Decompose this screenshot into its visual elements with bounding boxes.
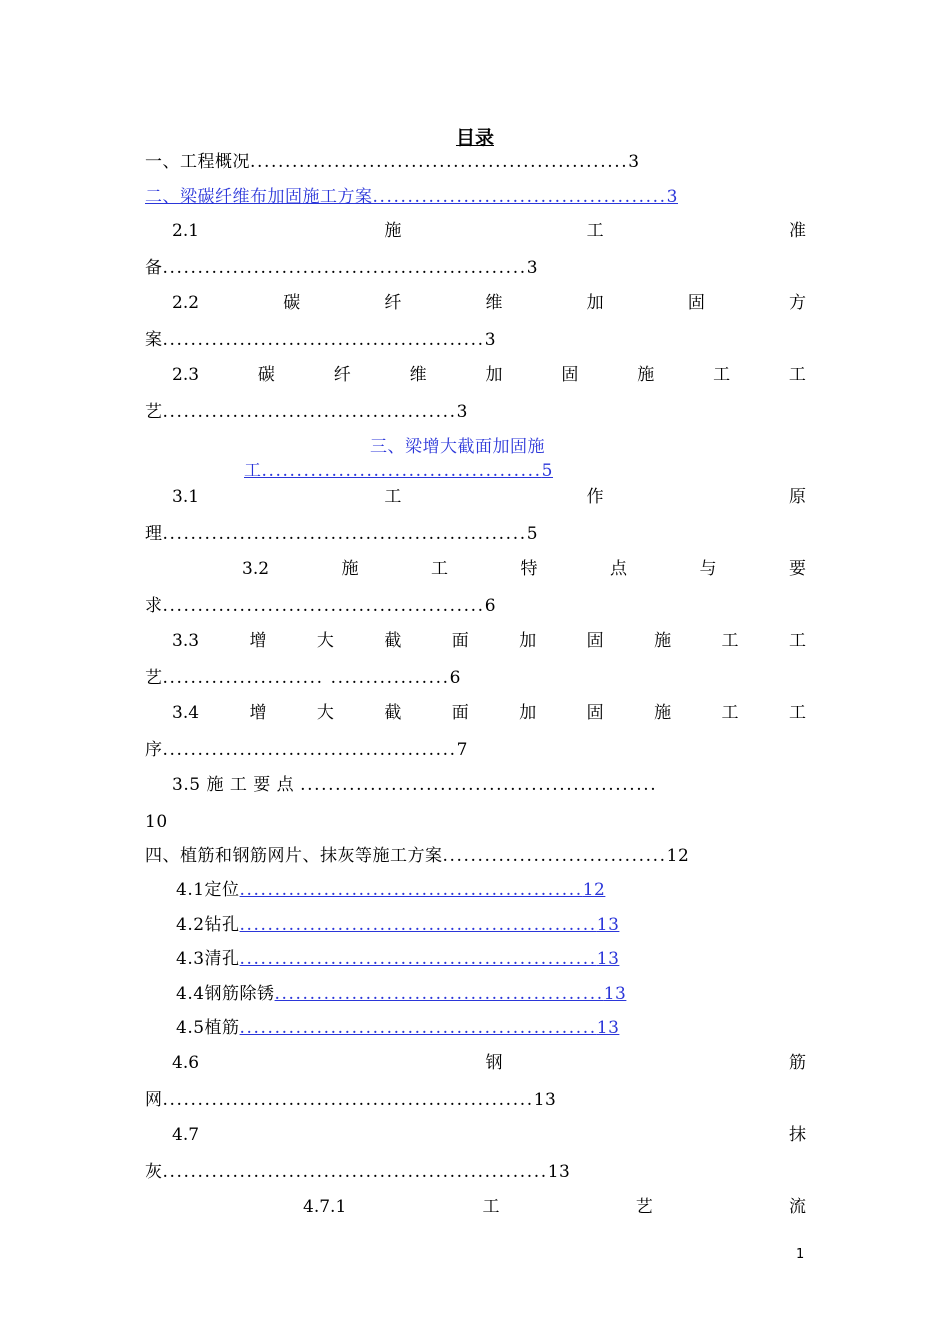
toc-word: 固: [561, 365, 579, 385]
toc-page-num: 7: [456, 740, 468, 760]
toc-leader-dots: ...................................................: [239, 949, 597, 969]
toc-page-num: 12: [666, 846, 690, 866]
toc-entry-3-2-line2[interactable]: [145, 595, 496, 617]
toc-entry-3-5-line1[interactable]: [172, 774, 657, 796]
toc-entry-text: 工: [244, 461, 262, 481]
toc-leader-dots: ..........................................: [372, 187, 667, 207]
toc-entry-4-5[interactable]: [176, 1017, 619, 1039]
toc-title: 目录: [455, 127, 494, 149]
toc-word: 施: [654, 703, 672, 723]
toc-leader-dots: ....................................................: [162, 258, 527, 278]
toc-entry-3-2-line1[interactable]: [242, 558, 806, 580]
toc-word: 案: [145, 330, 163, 350]
toc-word: 截: [384, 631, 402, 651]
toc-word: 固: [586, 631, 604, 651]
toc-word: 施: [384, 221, 402, 241]
toc-word: 维: [409, 365, 427, 385]
toc-word: 加: [519, 703, 537, 723]
toc-leader-dots: ..........................................: [162, 740, 457, 760]
toc-entry-3-1-line1[interactable]: [172, 486, 806, 508]
toc-word: 理: [145, 524, 163, 544]
toc-word: 要: [788, 559, 806, 579]
toc-word: 作: [586, 487, 604, 507]
toc-entry-2-1-line2[interactable]: [145, 257, 538, 279]
toc-entry-2-3-line2[interactable]: [145, 401, 468, 423]
toc-entry-4-1[interactable]: [176, 879, 605, 901]
toc-word: 序: [145, 740, 163, 760]
toc-word: 原: [788, 487, 806, 507]
toc-word: 面: [451, 703, 469, 723]
toc-page-num: 13: [533, 1090, 557, 1110]
toc-word: 加: [485, 365, 503, 385]
toc-leader-dots: .....................................................: [162, 1090, 534, 1110]
toc-page-num: 13: [596, 915, 620, 935]
toc-word: 加: [586, 293, 604, 313]
toc-entry-3-line2[interactable]: [244, 460, 553, 482]
toc-word: 纤: [333, 365, 351, 385]
toc-word: 筋: [788, 1053, 806, 1073]
toc-word: 钢: [485, 1053, 503, 1073]
toc-word: 增: [249, 703, 267, 723]
toc-word: 工: [482, 1197, 500, 1217]
toc-page-num: 12: [582, 880, 606, 900]
toc-word: 截: [384, 703, 402, 723]
toc-entry-4-2[interactable]: [176, 914, 619, 936]
toc-entry-3-line1[interactable]: [370, 436, 545, 458]
toc-leader-dots: ......................................................: [250, 152, 629, 172]
toc-word: 灰: [145, 1162, 163, 1182]
toc-word: 网: [145, 1090, 163, 1110]
toc-word: 工: [431, 559, 449, 579]
toc-entry-4-3[interactable]: [176, 948, 619, 970]
toc-entry-text: 4.1定位: [176, 880, 240, 900]
page-number: 1: [796, 1247, 805, 1262]
toc-leader-dots: ................................: [442, 846, 667, 866]
toc-word: 大: [316, 703, 334, 723]
toc-word: 维: [485, 293, 503, 313]
toc-entry-4-7-line1[interactable]: [172, 1124, 806, 1146]
toc-section-num: 4.6: [172, 1053, 200, 1073]
toc-page-num: 5: [526, 524, 539, 544]
toc-entry-4-4[interactable]: [176, 983, 626, 1005]
toc-section-num: 3.4: [172, 703, 200, 723]
toc-entry-4-7-line2[interactable]: [145, 1161, 570, 1183]
toc-word: 求: [145, 596, 163, 616]
toc-entry-4-7-1-line1[interactable]: [303, 1196, 806, 1218]
toc-leader-dots: ..............................................: [162, 596, 485, 616]
toc-word: 抹: [789, 1125, 806, 1145]
toc-word: 工: [788, 703, 806, 723]
toc-leader-dots: ........................................: [261, 461, 542, 481]
toc-page-num: 5: [541, 461, 553, 481]
toc-section-num: 3.1: [172, 487, 200, 507]
toc-word: 工: [721, 631, 739, 651]
toc-page-num: 13: [547, 1162, 571, 1182]
toc-page-num: 13: [596, 1018, 620, 1038]
toc-entry-3-3-line1[interactable]: [172, 630, 806, 652]
toc-entry-2-2-line1[interactable]: [172, 292, 806, 314]
toc-entry-text: 三、梁增大截面加固施: [370, 437, 545, 457]
toc-word: 大: [316, 631, 334, 651]
toc-leader-dots: .......................................................: [162, 1162, 548, 1182]
toc-section-num: 2.2: [172, 293, 200, 313]
toc-word: 纤: [384, 293, 402, 313]
toc-word: 施: [341, 559, 359, 579]
toc-word: 固: [687, 293, 705, 313]
toc-page-num: 3: [666, 187, 678, 207]
toc-entry-text: 二、梁碳纤维布加固施工方案: [145, 187, 373, 207]
toc-page-num: 13: [603, 984, 627, 1004]
toc-word: 流: [788, 1197, 806, 1217]
toc-page-num: 3: [526, 258, 539, 278]
toc-entry-text: 四、植筋和钢筋网片、抹灰等施工方案: [145, 846, 443, 866]
toc-entry-text: 3.5 施 工 要 点: [172, 775, 295, 795]
toc-word: 施: [654, 631, 672, 651]
toc-word: 碳: [283, 293, 301, 313]
toc-entry-text: 4.4钢筋除锈: [176, 984, 275, 1004]
toc-page-num: 6: [484, 596, 497, 616]
toc-section-num: 2.1: [172, 221, 200, 241]
toc-page-num: 3: [484, 330, 497, 350]
toc-entry-2-link[interactable]: [145, 186, 678, 208]
toc-entry-4[interactable]: [145, 845, 689, 867]
toc-entry-3-3-line2[interactable]: [145, 667, 461, 689]
toc-page-num: 3: [456, 402, 468, 422]
toc-word: 艺: [145, 402, 163, 422]
toc-word: 面: [451, 631, 469, 651]
toc-leader-dots: ....................... .................: [162, 668, 450, 688]
toc-word: 增: [249, 631, 267, 651]
toc-entry-3-4-line1[interactable]: [172, 702, 806, 724]
toc-word: 方: [788, 293, 806, 313]
toc-word: 工: [384, 487, 402, 507]
toc-word: 备: [145, 258, 163, 278]
toc-leader-dots: ...................................................: [239, 915, 597, 935]
toc-leader-dots: ....................................................: [162, 524, 527, 544]
toc-word: 特: [520, 559, 538, 579]
toc-entry-text: 4.3清孔: [176, 949, 240, 969]
toc-page-num: 6: [449, 668, 461, 688]
toc-section-num: 4.7: [172, 1125, 200, 1145]
toc-leader-dots: ...................................................: [239, 1018, 597, 1038]
toc-section-num: 3.2: [242, 559, 270, 579]
toc-word: 工: [721, 703, 739, 723]
toc-word: 固: [586, 703, 604, 723]
toc-entry-text: 4.2钻孔: [176, 915, 240, 935]
toc-leader-dots: ...............................................: [274, 984, 604, 1004]
toc-word: 工: [788, 365, 806, 385]
toc-entry-1[interactable]: [145, 151, 640, 173]
toc-entry-4-6-line2[interactable]: [145, 1089, 556, 1111]
toc-page-num: 3: [628, 152, 640, 172]
toc-leader-dots: .................................................: [239, 880, 583, 900]
toc-section-num: 4.7.1: [303, 1197, 347, 1217]
toc-word: 碳: [257, 365, 275, 385]
toc-page-num: 13: [596, 949, 620, 969]
toc-word: 工: [788, 631, 806, 651]
toc-leader-dots: ..........................................: [162, 402, 457, 422]
toc-entry-4-6-line1[interactable]: [172, 1052, 806, 1074]
toc-section-num: 2.3: [172, 365, 200, 385]
toc-word: 点: [609, 559, 627, 579]
toc-page-num: 10: [145, 812, 168, 832]
toc-word: 加: [519, 631, 537, 651]
toc-section-num: 3.3: [172, 631, 200, 651]
toc-entry-2-1-line1[interactable]: [172, 220, 806, 242]
toc-word: 与: [699, 559, 717, 579]
toc-entry-3-1-line2[interactable]: [145, 523, 538, 545]
toc-word: 艺: [145, 668, 163, 688]
toc-entry-2-3-line1[interactable]: [172, 364, 806, 386]
toc-word: 艺: [635, 1197, 653, 1217]
toc-word: 施: [637, 365, 655, 385]
toc-entry-3-5-line2[interactable]: [145, 811, 168, 833]
toc-entry-2-2-line2[interactable]: [145, 329, 496, 351]
toc-word: 准: [788, 221, 806, 241]
toc-word: 工: [586, 221, 604, 241]
toc-entry-text: 一、工程概况: [145, 152, 250, 172]
toc-entry-text: 4.5植筋: [176, 1018, 240, 1038]
toc-leader-dots: ..............................................: [162, 330, 485, 350]
toc-entry-3-4-line2[interactable]: [145, 739, 468, 761]
toc-word: 工: [713, 365, 731, 385]
toc-leader-dots: ...................................................: [300, 775, 658, 795]
